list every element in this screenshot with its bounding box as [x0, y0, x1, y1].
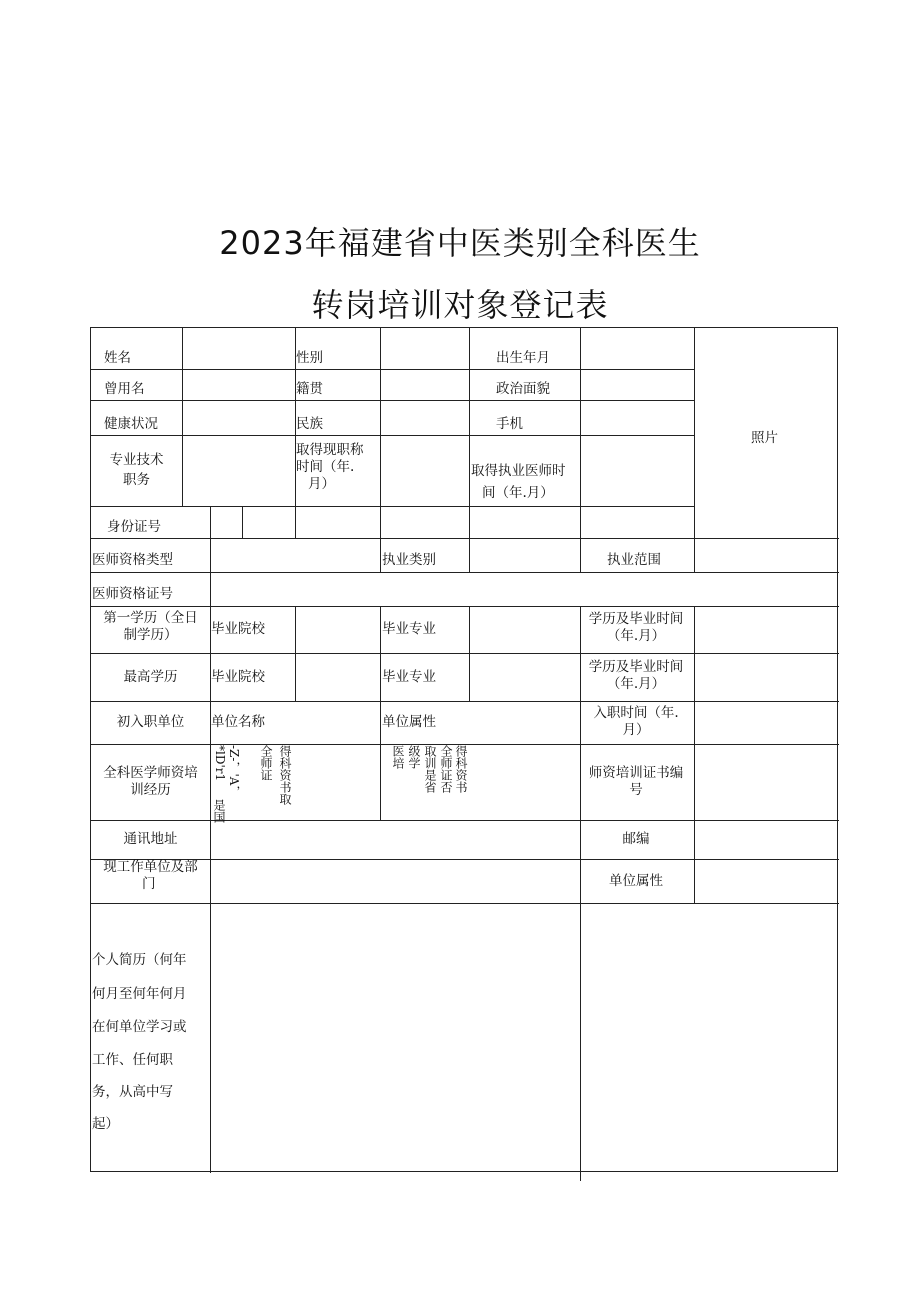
resume-label-2: 何月至何年何月 — [92, 986, 187, 1002]
col-line — [469, 538, 470, 572]
col-line — [694, 538, 695, 572]
resume-label-1: 个人简历（何年 — [92, 952, 187, 968]
gp-training-label-2: 训经历 — [130, 782, 171, 798]
provincial-cert-col-1: 医培 — [391, 745, 405, 769]
col-line — [182, 328, 183, 506]
col-line — [469, 328, 470, 538]
health-label: 健康状况 — [104, 416, 158, 432]
resume-label-6: 起） — [92, 1116, 119, 1132]
row-line — [91, 701, 839, 702]
col-line — [380, 328, 381, 538]
school-label-1: 毕业院校 — [211, 621, 265, 637]
license-time-label-2: 间（年.月） — [482, 485, 554, 501]
resume-label-5: 务，从高中写 — [92, 1084, 173, 1100]
form-title-line1: 2023年福建省中医类别全科医生 — [219, 224, 701, 262]
col-line — [694, 820, 695, 903]
col-line — [380, 538, 381, 572]
row-line — [91, 820, 839, 821]
cert-no-label-1: 师资培训证书编 — [588, 765, 684, 781]
first-edu-label-2: 制学历） — [123, 627, 178, 643]
current-unit-label-1: 现工作单位及部 — [103, 859, 198, 875]
row-line — [91, 653, 839, 654]
form-title-line2: 转岗培训对象登记表 — [311, 286, 609, 324]
practice-type-label: 执业类别 — [382, 552, 436, 568]
tech-title-label-1: 专业技术 — [109, 452, 164, 468]
row-line — [91, 903, 839, 904]
postcode-label: 邮编 — [622, 831, 650, 847]
current-unit-label-2: 门 — [142, 876, 156, 892]
col-line — [469, 606, 470, 701]
native-place-label: 籍贯 — [296, 381, 323, 397]
provincial-cert-col-3: 取训是省 — [423, 745, 437, 793]
former-name-label: 曾用名 — [104, 381, 145, 397]
row-line — [91, 538, 839, 539]
address-label: 通讯地址 — [123, 831, 178, 847]
first-edu-label-1: 第一学历（全日 — [103, 610, 198, 626]
political-status-label: 政治面貌 — [496, 381, 550, 397]
title-time-label-3: 月） — [308, 476, 335, 492]
gender-label: 性别 — [296, 350, 323, 366]
national-cert-col-4: 全师证 — [259, 745, 273, 781]
edu-time-label-2a: 学历及毕业时间 — [588, 659, 684, 675]
tech-title-label-2: 职务 — [123, 472, 150, 488]
col-line — [242, 506, 243, 538]
title-time-label-1: 取得现职称 — [296, 442, 364, 458]
practice-scope-label: 执业范围 — [607, 552, 661, 568]
cert-no-label-2: 号 — [629, 782, 643, 798]
row-line — [91, 506, 694, 507]
first-employer-label: 初入职单位 — [116, 714, 185, 730]
col-line — [210, 506, 211, 538]
highest-edu-label: 最高学历 — [123, 669, 178, 685]
national-cert-col-1: *lD'r1 — [213, 745, 227, 782]
national-cert-col-5: 得科资书取 — [278, 745, 292, 805]
entry-time-label-1: 入职时间（年. — [593, 705, 679, 721]
national-cert-col-3: 是国 — [212, 799, 226, 823]
provincial-cert-col-4: 全师证否 — [439, 745, 453, 793]
phone-label: 手机 — [496, 416, 523, 432]
gp-training-label-1: 全科医学师资培 — [103, 765, 198, 781]
row-line — [91, 606, 839, 607]
row-line — [91, 572, 839, 573]
resume-label-3: 在何单位学习或 — [92, 1019, 187, 1035]
col-line — [295, 606, 296, 701]
col-line — [694, 328, 695, 538]
unit-type-label-2: 单位属性 — [609, 873, 663, 889]
provincial-cert-col-5: 得科资书 — [454, 745, 468, 793]
edu-time-label-1a: 学历及毕业时间 — [588, 611, 684, 627]
edu-time-label-1b: （年.月） — [606, 628, 666, 644]
col-line — [580, 538, 581, 572]
col-line — [580, 328, 581, 538]
id-number-label: 身份证号 — [107, 519, 161, 535]
national-cert-col-2: -Z-，'A， — [227, 745, 241, 798]
title-time-label-2: 时间（年. — [296, 459, 355, 475]
school-label-2: 毕业院校 — [211, 669, 265, 685]
birth-label: 出生年月 — [496, 350, 550, 366]
unit-type-label-1: 单位属性 — [382, 714, 436, 730]
photo-label: 照片 — [751, 430, 778, 446]
qual-type-label: 医师资格类型 — [92, 552, 173, 568]
license-time-label-1: 取得执业医师时 — [471, 463, 566, 479]
provincial-cert-col-2: 级学 — [407, 745, 421, 769]
unit-name-label: 单位名称 — [211, 714, 265, 730]
col-line — [694, 606, 695, 820]
entry-time-label-2: 月） — [622, 722, 650, 738]
ethnicity-label: 民族 — [296, 416, 323, 432]
name-label: 姓名 — [104, 350, 131, 366]
resume-label-4: 工作、任何职 — [92, 1052, 173, 1068]
col-line — [380, 606, 381, 820]
qual-cert-no-label: 医师资格证号 — [92, 586, 173, 602]
edu-time-label-2b: （年.月） — [606, 676, 666, 692]
major-label-2: 毕业专业 — [382, 669, 436, 685]
major-label-1: 毕业专业 — [382, 621, 436, 637]
